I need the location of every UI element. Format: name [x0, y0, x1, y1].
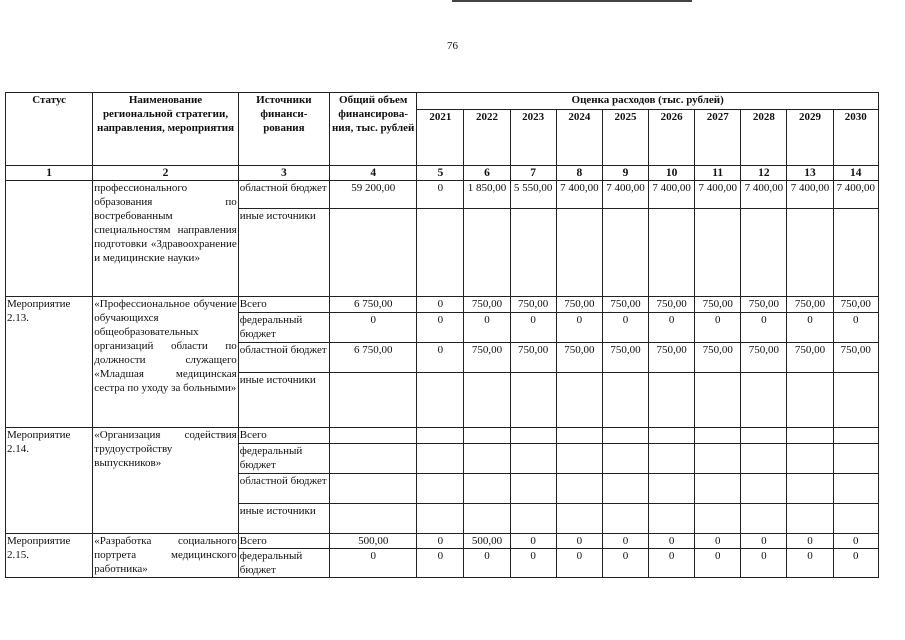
value-cell — [602, 504, 648, 534]
value-cell — [787, 504, 833, 534]
value-cell — [741, 373, 787, 428]
value-cell — [741, 209, 787, 297]
value-cell — [602, 444, 648, 474]
value-cell: 0 — [741, 313, 787, 343]
value-cell: 750,00 — [602, 343, 648, 373]
value-cell: 7 400,00 — [602, 181, 648, 209]
name-cell: «Профессиональное обучение обучающихся общеобразовательных организаций области по должности служащего «Младшая медицинская сестра по уходу за больными» — [93, 297, 238, 428]
value-cell — [464, 504, 510, 534]
value-cell: 7 400,00 — [649, 181, 695, 209]
column-number: 4 — [330, 166, 417, 181]
table-body — [6, 181, 879, 578]
value-cell: 750,00 — [695, 297, 741, 313]
value-cell — [417, 474, 464, 504]
value-cell: 0 — [695, 549, 741, 578]
value-cell: 750,00 — [787, 343, 833, 373]
total-cell — [330, 209, 417, 297]
total-cell — [330, 474, 417, 504]
header-year: 2028 — [741, 110, 787, 166]
value-cell: 0 — [556, 313, 602, 343]
column-number: 1 — [6, 166, 93, 181]
value-cell — [556, 474, 602, 504]
value-cell: 7 400,00 — [556, 181, 602, 209]
source-cell: иные источники — [238, 504, 329, 534]
value-cell: 0 — [417, 549, 464, 578]
value-cell: 750,00 — [787, 297, 833, 313]
value-cell — [833, 373, 878, 428]
value-cell — [417, 373, 464, 428]
value-cell: 7 400,00 — [833, 181, 878, 209]
value-cell: 0 — [695, 313, 741, 343]
source-cell: Всего — [238, 428, 329, 444]
status-cell: Мероприятие 2.15. — [6, 534, 93, 578]
value-cell: 0 — [510, 534, 556, 549]
value-cell — [417, 444, 464, 474]
value-cell: 0 — [556, 534, 602, 549]
column-numbers-row — [6, 166, 879, 181]
value-cell — [649, 444, 695, 474]
value-cell — [556, 504, 602, 534]
total-cell: 6 750,00 — [330, 297, 417, 313]
value-cell — [417, 504, 464, 534]
header-sources: Источники финанси-рования — [238, 93, 329, 166]
value-cell — [833, 474, 878, 504]
header-year: 2023 — [510, 110, 556, 166]
total-cell: 500,00 — [330, 534, 417, 549]
column-number: 3 — [238, 166, 329, 181]
name-cell: «Организация содействия трудоустройству выпускников» — [93, 428, 238, 534]
value-cell — [649, 209, 695, 297]
source-cell: Всего — [238, 297, 329, 313]
value-cell — [556, 444, 602, 474]
value-cell: 750,00 — [556, 343, 602, 373]
value-cell — [787, 474, 833, 504]
value-cell: 0 — [695, 534, 741, 549]
scan-artifact-line — [452, 0, 692, 2]
header-year: 2024 — [556, 110, 602, 166]
value-cell: 7 400,00 — [695, 181, 741, 209]
header-year: 2029 — [787, 110, 833, 166]
source-cell: иные источники — [238, 209, 329, 297]
budget-table — [5, 92, 879, 578]
value-cell: 0 — [833, 313, 878, 343]
header-row — [6, 93, 879, 110]
column-number: 11 — [695, 166, 741, 181]
value-cell: 750,00 — [649, 297, 695, 313]
total-cell — [330, 504, 417, 534]
total-cell — [330, 444, 417, 474]
value-cell: 750,00 — [602, 297, 648, 313]
value-cell: 0 — [464, 313, 510, 343]
value-cell: 500,00 — [464, 534, 510, 549]
value-cell — [510, 428, 556, 444]
column-number: 7 — [510, 166, 556, 181]
value-cell: 0 — [417, 297, 464, 313]
value-cell — [833, 444, 878, 474]
value-cell — [695, 428, 741, 444]
value-cell — [510, 474, 556, 504]
value-cell — [464, 428, 510, 444]
value-cell — [741, 444, 787, 474]
value-cell: 0 — [741, 534, 787, 549]
column-number: 2 — [93, 166, 238, 181]
value-cell: 750,00 — [556, 297, 602, 313]
value-cell: 0 — [649, 534, 695, 549]
value-cell: 0 — [556, 549, 602, 578]
value-cell — [464, 474, 510, 504]
column-number: 9 — [602, 166, 648, 181]
total-cell: 59 200,00 — [330, 181, 417, 209]
value-cell: 0 — [510, 313, 556, 343]
header-total: Общий объем финансирова-ния, тыс. рублей — [330, 93, 417, 166]
column-number: 6 — [464, 166, 510, 181]
value-cell: 0 — [787, 313, 833, 343]
value-cell — [417, 428, 464, 444]
value-cell — [787, 444, 833, 474]
value-cell — [510, 209, 556, 297]
header-status: Статус — [6, 93, 93, 166]
value-cell: 0 — [417, 534, 464, 549]
value-cell — [695, 474, 741, 504]
table-row — [6, 297, 879, 313]
header-name: Наименование региональной стратегии, направления, мероприятия — [93, 93, 238, 166]
value-cell — [602, 428, 648, 444]
value-cell: 0 — [464, 549, 510, 578]
value-cell — [556, 428, 602, 444]
value-cell — [464, 444, 510, 474]
value-cell: 0 — [417, 313, 464, 343]
value-cell — [787, 428, 833, 444]
value-cell — [695, 209, 741, 297]
value-cell: 0 — [833, 549, 878, 578]
value-cell — [787, 209, 833, 297]
value-cell — [649, 504, 695, 534]
column-number: 12 — [741, 166, 787, 181]
value-cell: 7 400,00 — [741, 181, 787, 209]
value-cell: 750,00 — [464, 343, 510, 373]
value-cell: 0 — [510, 549, 556, 578]
page-number: 76 — [447, 40, 458, 52]
value-cell — [556, 373, 602, 428]
value-cell: 0 — [649, 313, 695, 343]
name-cell: «Разработка социального портрета медицинского работника» — [93, 534, 238, 578]
column-number: 8 — [556, 166, 602, 181]
value-cell: 750,00 — [510, 343, 556, 373]
value-cell: 0 — [787, 549, 833, 578]
value-cell: 750,00 — [833, 297, 878, 313]
value-cell — [556, 209, 602, 297]
value-cell — [741, 474, 787, 504]
total-cell — [330, 373, 417, 428]
column-number: 10 — [649, 166, 695, 181]
value-cell — [833, 209, 878, 297]
value-cell: 0 — [787, 534, 833, 549]
source-cell: федеральный бюджет — [238, 444, 329, 474]
source-cell: иные источники — [238, 373, 329, 428]
value-cell: 0 — [417, 343, 464, 373]
column-number: 5 — [417, 166, 464, 181]
value-cell — [464, 373, 510, 428]
value-cell: 7 400,00 — [787, 181, 833, 209]
header-year: 2021 — [417, 110, 464, 166]
value-cell: 0 — [602, 549, 648, 578]
value-cell: 0 — [741, 549, 787, 578]
value-cell — [602, 474, 648, 504]
value-cell — [417, 209, 464, 297]
value-cell: 750,00 — [510, 297, 556, 313]
value-cell: 0 — [417, 181, 464, 209]
source-cell: областной бюджет — [238, 343, 329, 373]
column-number: 14 — [833, 166, 878, 181]
source-cell: областной бюджет — [238, 474, 329, 504]
header-year: 2022 — [464, 110, 510, 166]
value-cell: 0 — [833, 534, 878, 549]
table-row — [6, 534, 879, 549]
total-cell: 0 — [330, 313, 417, 343]
header-year: 2026 — [649, 110, 695, 166]
table-row — [6, 428, 879, 444]
table-row — [6, 181, 879, 209]
value-cell — [741, 504, 787, 534]
name-cell: профессионального образования по востребованным специальностям направления подготовки «Здравоохранение и медицинские науки» — [93, 181, 238, 297]
value-cell — [602, 209, 648, 297]
value-cell: 750,00 — [695, 343, 741, 373]
source-cell: федеральный бюджет — [238, 313, 329, 343]
value-cell — [649, 428, 695, 444]
value-cell: 750,00 — [464, 297, 510, 313]
value-cell — [833, 504, 878, 534]
header-estimate: Оценка расходов (тыс. рублей) — [417, 93, 879, 110]
value-cell — [510, 373, 556, 428]
total-cell — [330, 428, 417, 444]
value-cell: 0 — [602, 313, 648, 343]
source-cell: федеральный бюджет — [238, 549, 329, 578]
value-cell — [510, 444, 556, 474]
value-cell: 750,00 — [833, 343, 878, 373]
total-cell: 0 — [330, 549, 417, 578]
header-year: 2025 — [602, 110, 648, 166]
value-cell — [649, 373, 695, 428]
status-cell — [6, 181, 93, 297]
value-cell — [741, 428, 787, 444]
value-cell: 750,00 — [741, 297, 787, 313]
value-cell — [695, 373, 741, 428]
source-cell: областной бюджет — [238, 181, 329, 209]
value-cell — [695, 444, 741, 474]
header-year: 2027 — [695, 110, 741, 166]
value-cell: 750,00 — [649, 343, 695, 373]
value-cell: 750,00 — [741, 343, 787, 373]
total-cell: 6 750,00 — [330, 343, 417, 373]
value-cell — [602, 373, 648, 428]
status-cell: Мероприятие 2.14. — [6, 428, 93, 534]
value-cell — [510, 504, 556, 534]
value-cell: 0 — [602, 534, 648, 549]
value-cell — [695, 504, 741, 534]
source-cell: Всего — [238, 534, 329, 549]
value-cell: 5 550,00 — [510, 181, 556, 209]
value-cell: 1 850,00 — [464, 181, 510, 209]
header-year: 2030 — [833, 110, 878, 166]
value-cell: 0 — [649, 549, 695, 578]
value-cell — [787, 373, 833, 428]
status-cell: Мероприятие 2.13. — [6, 297, 93, 428]
column-number: 13 — [787, 166, 833, 181]
value-cell — [649, 474, 695, 504]
value-cell — [464, 209, 510, 297]
value-cell — [833, 428, 878, 444]
